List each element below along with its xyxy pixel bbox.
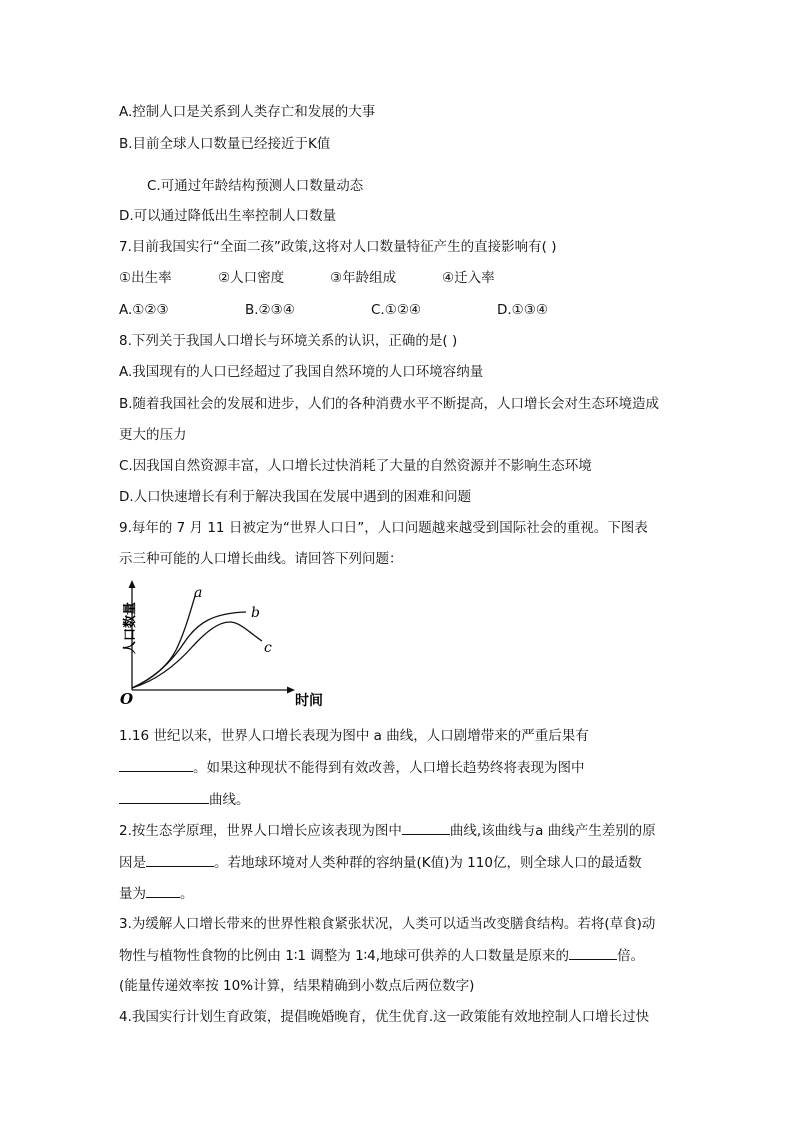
answer-blank-4[interactable] bbox=[146, 852, 214, 867]
q6-option-b: B.目前全球人口数量已经接近于K值 bbox=[119, 136, 331, 152]
q8-option-b-line1: B.随着我国社会的发展和进步，人们的各种消费水平不断提高，人口增长会对生态环境造成 bbox=[119, 396, 660, 412]
q8-option-c: C.因我国自然资源丰富，人口增长过快消耗了大量的自然资源并不影响生态环境 bbox=[119, 458, 592, 474]
q8-option-d: D.人口快速增长有利于解决我国在发展中遇到的困难和问题 bbox=[119, 489, 472, 505]
q9-s3-text-c: 倍。 bbox=[617, 948, 645, 964]
q9-s1-line1: 1.16 世纪以来，世界人口增长表现为图中 a 曲线，人口剧增带来的严重后果有 bbox=[119, 728, 589, 744]
q9-s2-text-a: 2.按生态学原理，世界人口增长应该表现为图中 bbox=[119, 823, 402, 839]
q7-item-1: ①出生率 bbox=[119, 270, 172, 286]
q7-option-a: A.①②③ bbox=[119, 302, 169, 318]
q7-option-b: B.②③④ bbox=[245, 302, 295, 318]
population-growth-figure bbox=[118, 578, 338, 713]
q7-item-2: ②人口密度 bbox=[218, 270, 285, 286]
q9-s2-text-e: 量为 bbox=[119, 886, 146, 902]
q9-s1-line2-text: 。如果这种现状不能得到有效改善，人口增长趋势终将表现为图中 bbox=[193, 760, 585, 776]
q6-option-d: D.可以通过降低出生率控制人口数量 bbox=[119, 208, 337, 224]
q6-option-a: A.控制人口是关系到人类存亡和发展的大事 bbox=[119, 104, 376, 120]
q9-s2-text-c: 因是 bbox=[119, 855, 146, 871]
q9-stem-line2: 示三种可能的人口增长曲线。请回答下列问题： bbox=[119, 551, 403, 567]
y-axis-label: 人口数量 bbox=[123, 601, 138, 654]
answer-blank-6[interactable] bbox=[569, 945, 617, 960]
x-axis-arrow bbox=[287, 687, 295, 694]
q9-s1-line2 bbox=[119, 757, 585, 778]
q8-option-b-line2: 更大的压力 bbox=[119, 427, 187, 443]
q7-stem: 7.目前我国实行“全面二孩”政策,这将对人口数量特征产生的直接影响有( ) bbox=[119, 239, 557, 255]
q9-s2-line1 bbox=[119, 820, 656, 841]
curve-a-label: a bbox=[194, 585, 203, 601]
q9-s3-text-b: 物性与植物性食物的比例由 1∶1 调整为 1∶4,地球可供养的人口数量是原来的 bbox=[119, 948, 570, 964]
q9-s3-line1: 3.为缓解人口增长带来的世界性粮食紧张状况，人类可以适当改变膳食结构。若将(草食)动 bbox=[119, 916, 656, 932]
q9-s2-text-d: 。若地球环境对人类种群的容纳量(K值)为 110亿，则全球人口的最适数 bbox=[214, 855, 642, 871]
y-axis-arrow bbox=[129, 580, 136, 588]
answer-blank-1[interactable] bbox=[119, 757, 193, 772]
curve-c bbox=[132, 622, 262, 688]
q9-s2-line3 bbox=[119, 883, 194, 904]
q9-s1-line3-text: 曲线。 bbox=[209, 792, 250, 808]
q7-option-c: C.①②④ bbox=[371, 302, 422, 318]
curve-c-label: c bbox=[264, 640, 272, 656]
q9-stem-line1: 9.每年的 7 月 11 日被定为“世界人口日”，人口问题越来越受到国际社会的重视。下图表 bbox=[119, 520, 648, 536]
q9-s4-line1: 4.我国实行计划生育政策，提倡晚婚晚育，优生优育.这一政策能有效地控制人口增长过快 bbox=[119, 1009, 650, 1025]
q9-s2-text-b: 曲线,该曲线与a 曲线产生差别的原 bbox=[449, 823, 656, 839]
q9-s3-line3: (能量传递效率按 10%计算，结果精确到小数点后两位数字) bbox=[119, 978, 475, 994]
q6-option-c: C.可通过年龄结构预测人口数量动态 bbox=[147, 178, 364, 194]
curve-b-label: b bbox=[251, 605, 260, 621]
q8-option-a: A.我国现有的人口已经超过了我国自然环境的人口环境容纳量 bbox=[119, 364, 484, 380]
q7-option-d: D.①③④ bbox=[497, 302, 548, 318]
answer-blank-3[interactable] bbox=[402, 820, 450, 835]
q9-s1-line3 bbox=[119, 789, 250, 810]
origin-label: O bbox=[120, 690, 134, 708]
curve-a bbox=[132, 596, 195, 688]
answer-blank-5[interactable] bbox=[146, 883, 180, 898]
q7-item-3: ③年龄组成 bbox=[330, 270, 397, 286]
q9-s2-line2 bbox=[119, 852, 641, 873]
x-axis-label: 时间 bbox=[295, 693, 323, 709]
q9-s3-line2 bbox=[119, 945, 644, 966]
q8-stem: 8.下列关于我国人口增长与环境关系的认识，正确的是( ) bbox=[119, 333, 458, 349]
answer-blank-2[interactable] bbox=[119, 789, 209, 804]
q9-s2-text-f: 。 bbox=[180, 886, 194, 902]
q7-item-4: ④迁入率 bbox=[442, 270, 495, 286]
